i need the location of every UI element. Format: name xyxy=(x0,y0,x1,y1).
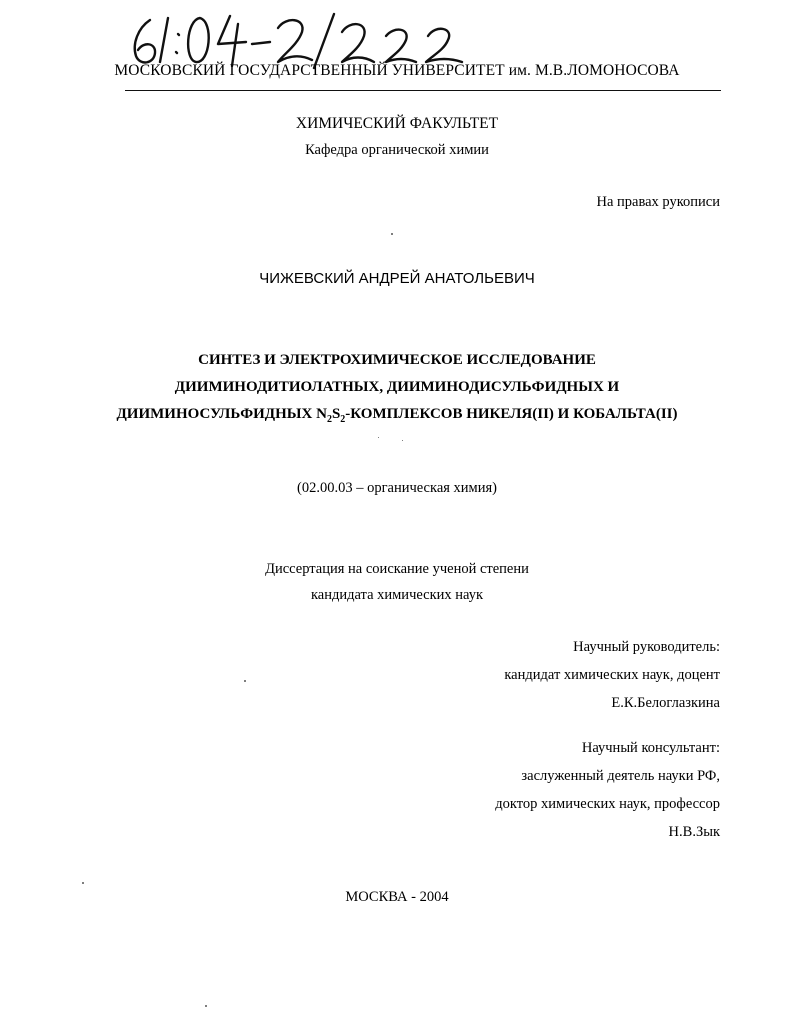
city-year: МОСКВА - 2004 xyxy=(345,889,449,905)
supervisor-role: Научный руководитель: xyxy=(573,639,720,655)
consultant-role: Научный консультант: xyxy=(581,740,720,756)
title-line-3-part-c: -КОМПЛЕКСОВ НИКЕЛЯ(II) И КОБАЛЬТА(II) xyxy=(345,406,678,422)
university-name: МОСКОВСКИЙ ГОСУДАРСТВЕННЫЙ УНИВЕРСИТЕТ им. М.В.ЛОМОНОСОВА xyxy=(114,62,680,79)
rights-note: На правах рукописи xyxy=(596,194,720,210)
scan-speck xyxy=(402,440,403,441)
supervisor-name: Е.К.Белоглазкина xyxy=(611,695,720,711)
scan-speck xyxy=(378,437,379,438)
specialty-code: (02.00.03 – органическая химия) xyxy=(296,480,497,496)
department-name: Кафедра органической химии xyxy=(305,142,489,158)
scan-speck xyxy=(391,233,393,235)
scan-speck xyxy=(244,680,246,682)
dissertation-title xyxy=(0,347,794,433)
header-rule xyxy=(125,90,721,91)
supervisor-title: кандидат химических наук, доцент xyxy=(504,667,720,683)
degree-line-1: Диссертация на соискание ученой степени xyxy=(265,561,529,577)
author-name: ЧИЖЕВСКИЙ АНДРЕЙ АНАТОЛЬЕВИЧ xyxy=(259,270,535,287)
faculty-name: ХИМИЧЕСКИЙ ФАКУЛЬТЕТ xyxy=(295,115,499,132)
title-line-1: СИНТЕЗ И ЭЛЕКТРОХИМИЧЕСКОЕ ИССЛЕДОВАНИЕ xyxy=(198,352,596,368)
title-line-3 xyxy=(0,401,794,433)
title-line-3-part-b: S xyxy=(331,406,341,422)
scan-speck xyxy=(82,882,84,884)
title-line-3-part-a: ДИИМИНОСУЛЬФИДНЫХ N xyxy=(116,406,327,422)
title-subscript-1: 2 xyxy=(326,414,332,425)
degree-statement xyxy=(0,556,794,608)
title-line-2: ДИИМИНОДИТИОЛАТНЫХ, ДИИМИНОДИСУЛЬФИДНЫХ И xyxy=(174,379,620,395)
supervisor-block xyxy=(504,633,720,717)
consultant-title-2: доктор химических наук, профессор xyxy=(495,796,720,812)
scan-speck xyxy=(205,1005,207,1007)
consultant-block xyxy=(495,734,720,846)
degree-line-2: кандидата химических наук xyxy=(310,587,484,603)
consultant-title-1: заслуженный деятель науки РФ, xyxy=(521,768,720,784)
title-subscript-2: 2 xyxy=(340,414,346,425)
consultant-name: Н.В.Зык xyxy=(668,824,720,840)
